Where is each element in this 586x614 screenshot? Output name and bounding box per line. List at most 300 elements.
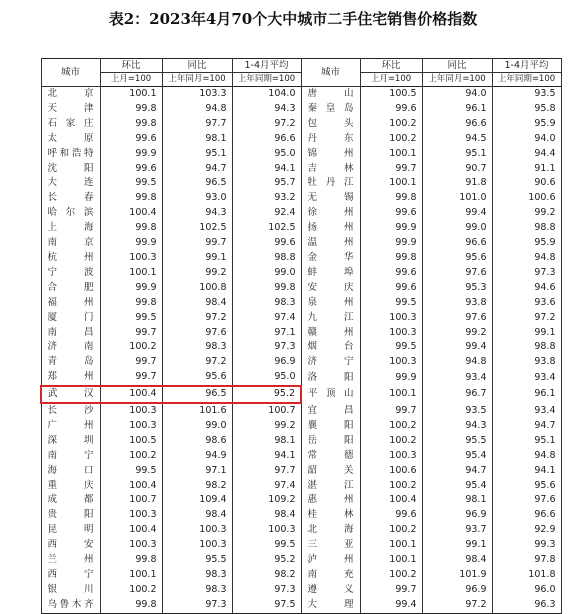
table-row [41,523,561,538]
avg-header-right: 1-4月平均 [492,59,561,73]
left-mom-value: 100.2 [100,340,162,355]
left-yoy-value: 101.6 [162,403,232,419]
right-yoy-value: 96.9 [422,583,492,598]
right-avg-value: 98.8 [492,221,561,236]
table-row [41,221,561,236]
table-row [41,147,561,162]
right-avg-value: 95.8 [492,102,561,117]
right-avg-value: 98.8 [492,340,561,355]
right-avg-value: 95.9 [492,236,561,251]
right-avg-value: 97.6 [492,493,561,508]
left-city-cell: 宁 波 [41,266,100,281]
right-city-cell: 泸 州 [301,553,360,568]
left-avg-value: 95.2 [232,386,301,403]
right-mom-value: 100.6 [360,464,422,479]
table-row [41,236,561,251]
left-mom-value: 99.7 [100,355,162,370]
right-city-cell: 常 德 [301,449,360,464]
left-yoy-value: 94.7 [162,162,232,177]
left-yoy-value: 98.6 [162,434,232,449]
right-city-cell: 宜 昌 [301,403,360,419]
left-mom-value: 100.4 [100,523,162,538]
right-city-cell: 秦皇岛 [301,102,360,117]
right-yoy-value: 101.0 [422,191,492,206]
right-avg-value: 94.4 [492,147,561,162]
right-yoy-value: 95.4 [422,449,492,464]
right-yoy-value: 93.5 [422,403,492,419]
right-city-cell: 赣 州 [301,326,360,341]
right-mom-value: 99.5 [360,340,422,355]
right-avg-value: 90.6 [492,176,561,191]
right-avg-value: 96.3 [492,598,561,613]
right-yoy-value: 95.4 [422,479,492,494]
left-mom-value: 100.3 [100,251,162,266]
right-yoy-value: 95.1 [422,147,492,162]
left-yoy-value: 100.3 [162,538,232,553]
right-mom-value: 100.3 [360,449,422,464]
left-mom-value: 100.2 [100,449,162,464]
left-yoy-value: 109.4 [162,493,232,508]
left-city-cell: 济 南 [41,340,100,355]
table-row [41,87,561,102]
table-row [41,117,561,132]
right-yoy-value: 93.8 [422,296,492,311]
table-row [41,508,561,523]
table-row [41,553,561,568]
left-mom-value: 99.7 [100,370,162,386]
table-row [41,132,561,147]
left-yoy-value: 94.9 [162,449,232,464]
left-avg-value: 95.0 [232,147,301,162]
right-yoy-value: 93.7 [422,523,492,538]
left-mom-value: 99.9 [100,281,162,296]
left-city-cell: 杭 州 [41,251,100,266]
left-city-cell: 厦 门 [41,311,100,326]
left-city-cell: 广 州 [41,419,100,434]
left-mom-value: 100.1 [100,87,162,102]
right-mom-value: 99.6 [360,102,422,117]
right-yoy-value: 90.7 [422,162,492,177]
table-row [41,538,561,553]
left-avg-value: 96.6 [232,132,301,147]
left-city-cell: 大 连 [41,176,100,191]
left-mom-value: 100.1 [100,266,162,281]
right-avg-value: 94.8 [492,251,561,266]
right-yoy-value: 96.7 [422,386,492,403]
left-city-cell: 银 川 [41,583,100,598]
city-header-left: 城市 [41,59,100,87]
right-yoy-value: 96.6 [422,117,492,132]
right-mom-value: 100.1 [360,386,422,403]
left-mom-value: 100.4 [100,206,162,221]
left-city-cell: 太 原 [41,132,100,147]
left-yoy-value: 94.8 [162,102,232,117]
left-avg-value: 95.0 [232,370,301,386]
left-yoy-value: 98.4 [162,296,232,311]
left-city-cell: 南 昌 [41,326,100,341]
left-city-cell: 昆 明 [41,523,100,538]
yoy-header-right: 同比 [422,59,492,73]
left-avg-value: 97.4 [232,479,301,494]
right-avg-value: 92.9 [492,523,561,538]
right-avg-value: 97.3 [492,266,561,281]
right-yoy-value: 91.8 [422,176,492,191]
right-avg-value: 93.8 [492,355,561,370]
right-mom-value: 100.1 [360,553,422,568]
right-avg-value: 96.1 [492,386,561,403]
right-city-cell: 锦 州 [301,147,360,162]
table-row [41,281,561,296]
table-row [41,266,561,281]
left-yoy-value: 98.3 [162,568,232,583]
right-yoy-value: 96.1 [422,102,492,117]
left-mom-value: 99.6 [100,162,162,177]
right-yoy-value: 94.7 [422,464,492,479]
mom-header-right: 环比 [360,59,422,73]
right-city-cell: 北 海 [301,523,360,538]
right-yoy-value: 99.0 [422,221,492,236]
right-avg-value: 99.2 [492,206,561,221]
yoy-header-left: 同比 [162,59,232,73]
right-yoy-value: 99.4 [422,340,492,355]
right-city-cell: 烟 台 [301,340,360,355]
left-city-cell: 深 圳 [41,434,100,449]
left-city-cell: 海 口 [41,464,100,479]
avg-base-left: 上年同期=100 [232,73,301,87]
left-avg-value: 94.3 [232,102,301,117]
left-mom-value: 100.5 [100,434,162,449]
left-mom-value: 100.2 [100,583,162,598]
table-row [41,479,561,494]
left-avg-value: 98.2 [232,568,301,583]
left-mom-value: 100.1 [100,568,162,583]
table-row [41,176,561,191]
avg-header-left: 1-4月平均 [232,59,301,73]
right-yoy-value: 101.9 [422,568,492,583]
left-city-cell: 青 岛 [41,355,100,370]
left-yoy-value: 95.6 [162,370,232,386]
right-mom-value: 99.7 [360,403,422,419]
right-mom-value: 100.1 [360,538,422,553]
yoy-base-right: 上年同月=100 [422,73,492,87]
right-avg-value: 94.7 [492,419,561,434]
right-yoy-value: 94.0 [422,87,492,102]
right-city-cell: 牡丹江 [301,176,360,191]
right-city-cell: 大 理 [301,598,360,613]
right-yoy-value: 94.5 [422,132,492,147]
right-avg-value: 97.2 [492,311,561,326]
left-yoy-value: 97.3 [162,598,232,613]
right-mom-value: 99.7 [360,162,422,177]
right-yoy-value: 96.9 [422,508,492,523]
right-avg-value: 93.4 [492,403,561,419]
right-mom-value: 100.1 [360,176,422,191]
left-yoy-value: 98.4 [162,508,232,523]
left-yoy-value: 98.2 [162,479,232,494]
right-yoy-value: 97.6 [422,266,492,281]
right-yoy-value: 94.8 [422,355,492,370]
left-avg-value: 97.3 [232,340,301,355]
left-avg-value: 95.2 [232,553,301,568]
left-avg-value: 98.3 [232,296,301,311]
left-mom-value: 99.8 [100,296,162,311]
left-avg-value: 98.1 [232,434,301,449]
left-yoy-value: 99.0 [162,419,232,434]
left-yoy-value: 96.5 [162,386,232,403]
right-yoy-value: 97.6 [422,311,492,326]
left-mom-value: 99.8 [100,102,162,117]
right-city-cell: 桂 林 [301,508,360,523]
left-avg-value: 97.3 [232,583,301,598]
left-avg-value: 97.7 [232,464,301,479]
right-city-cell: 南 充 [301,568,360,583]
table-row [41,326,561,341]
left-city-cell: 长 沙 [41,403,100,419]
table-body [41,87,561,614]
left-avg-value: 99.5 [232,538,301,553]
left-yoy-value: 93.0 [162,191,232,206]
right-city-cell: 韶 关 [301,464,360,479]
right-mom-value: 100.2 [360,117,422,132]
left-avg-value: 104.0 [232,87,301,102]
right-yoy-value: 99.2 [422,326,492,341]
right-city-cell: 包 头 [301,117,360,132]
right-mom-value: 99.9 [360,236,422,251]
left-mom-value: 99.8 [100,221,162,236]
right-yoy-value: 95.3 [422,281,492,296]
right-yoy-value: 97.2 [422,598,492,613]
table-row [41,102,561,117]
right-city-cell: 济 宁 [301,355,360,370]
left-mom-value: 99.9 [100,147,162,162]
right-city-cell: 泉 州 [301,296,360,311]
right-avg-value: 96.6 [492,508,561,523]
left-city-cell: 重 庆 [41,479,100,494]
right-mom-value: 100.3 [360,355,422,370]
left-yoy-value: 100.3 [162,523,232,538]
left-yoy-value: 99.2 [162,266,232,281]
left-city-cell: 沈 阳 [41,162,100,177]
left-city-cell: 福 州 [41,296,100,311]
right-yoy-value: 99.4 [422,206,492,221]
left-yoy-value: 99.1 [162,251,232,266]
left-city-cell: 西 宁 [41,568,100,583]
right-city-cell: 蚌 埠 [301,266,360,281]
right-mom-value: 99.8 [360,251,422,266]
left-mom-value: 100.4 [100,479,162,494]
table-row [41,434,561,449]
right-city-cell: 无 锡 [301,191,360,206]
left-mom-value: 99.8 [100,598,162,613]
left-yoy-value: 103.3 [162,87,232,102]
left-mom-value: 100.4 [100,386,162,403]
left-city-cell: 南 京 [41,236,100,251]
yoy-base-left: 上年同月=100 [162,73,232,87]
left-city-cell: 西 安 [41,538,100,553]
right-mom-value: 99.8 [360,191,422,206]
right-yoy-value: 99.1 [422,538,492,553]
left-avg-value: 99.0 [232,266,301,281]
left-mom-value: 100.7 [100,493,162,508]
left-city-cell: 合 肥 [41,281,100,296]
right-avg-value: 95.1 [492,434,561,449]
left-mom-value: 99.8 [100,117,162,132]
left-avg-value: 109.2 [232,493,301,508]
left-avg-value: 97.5 [232,598,301,613]
left-yoy-value: 98.1 [162,132,232,147]
left-city-cell: 乌鲁木齐 [41,598,100,613]
right-city-cell: 遵 义 [301,583,360,598]
left-avg-value: 95.7 [232,176,301,191]
left-mom-value: 99.9 [100,236,162,251]
right-avg-value: 101.8 [492,568,561,583]
left-avg-value: 99.8 [232,281,301,296]
table-row [41,464,561,479]
table-row [41,568,561,583]
right-avg-value: 95.9 [492,117,561,132]
right-mom-value: 99.6 [360,266,422,281]
left-yoy-value: 94.3 [162,206,232,221]
left-yoy-value: 95.5 [162,553,232,568]
mom-base-left: 上月=100 [100,73,162,87]
right-city-cell: 唐 山 [301,87,360,102]
right-avg-value: 99.1 [492,326,561,341]
right-avg-value: 94.1 [492,464,561,479]
left-mom-value: 99.8 [100,553,162,568]
table-row [41,206,561,221]
table-row [41,403,561,419]
left-city-cell: 北 京 [41,87,100,102]
left-yoy-value: 97.2 [162,355,232,370]
left-avg-value: 97.4 [232,311,301,326]
right-city-cell: 湛 江 [301,479,360,494]
right-mom-value: 99.6 [360,206,422,221]
left-city-cell: 贵 阳 [41,508,100,523]
left-city-cell: 武 汉 [41,386,100,403]
left-avg-value: 98.4 [232,508,301,523]
left-mom-value: 100.3 [100,419,162,434]
right-avg-value: 93.6 [492,296,561,311]
left-mom-value: 99.5 [100,464,162,479]
left-yoy-value: 97.2 [162,311,232,326]
left-yoy-value: 102.5 [162,221,232,236]
right-mom-value: 100.3 [360,311,422,326]
table-row [41,311,561,326]
right-city-cell: 惠 州 [301,493,360,508]
right-city-cell: 金 华 [301,251,360,266]
left-mom-value: 99.5 [100,176,162,191]
right-mom-value: 99.9 [360,370,422,386]
left-mom-value: 100.3 [100,508,162,523]
right-city-cell: 襄 阳 [301,419,360,434]
left-avg-value: 97.1 [232,326,301,341]
left-avg-value: 94.1 [232,162,301,177]
right-yoy-value: 94.3 [422,419,492,434]
right-yoy-value: 96.6 [422,236,492,251]
left-city-cell: 石家庄 [41,117,100,132]
right-city-cell: 洛 阳 [301,370,360,386]
right-mom-value: 100.2 [360,568,422,583]
table-row [41,162,561,177]
page-title: 表2：2023年4月70个大中城市二手住宅销售价格指数 [108,10,478,28]
table-row [41,449,561,464]
left-avg-value: 92.4 [232,206,301,221]
left-mom-value: 100.3 [100,538,162,553]
left-avg-value: 96.9 [232,355,301,370]
right-city-cell: 温 州 [301,236,360,251]
right-mom-value: 99.6 [360,508,422,523]
right-avg-value: 93.5 [492,87,561,102]
table-row [41,583,561,598]
left-city-cell: 上 海 [41,221,100,236]
table-row [41,386,561,403]
city-header-right: 城市 [301,59,360,87]
right-city-cell: 吉 林 [301,162,360,177]
right-city-cell: 徐 州 [301,206,360,221]
price-index-table [40,58,562,614]
left-avg-value: 97.2 [232,117,301,132]
right-mom-value: 100.2 [360,479,422,494]
right-mom-value: 99.4 [360,598,422,613]
table-row [41,296,561,311]
left-avg-value: 99.6 [232,236,301,251]
left-mom-value: 99.6 [100,132,162,147]
left-avg-value: 93.2 [232,191,301,206]
left-city-cell: 成 都 [41,493,100,508]
left-yoy-value: 97.1 [162,464,232,479]
left-mom-value: 99.8 [100,191,162,206]
right-avg-value: 99.3 [492,538,561,553]
right-city-cell: 岳 阳 [301,434,360,449]
right-city-cell: 安 庆 [301,281,360,296]
left-yoy-value: 95.1 [162,147,232,162]
left-city-cell: 兰 州 [41,553,100,568]
mom-base-right: 上月=100 [360,73,422,87]
left-avg-value: 98.8 [232,251,301,266]
table-row [41,340,561,355]
right-mom-value: 99.7 [360,583,422,598]
right-mom-value: 100.1 [360,147,422,162]
left-avg-value: 94.1 [232,449,301,464]
right-mom-value: 100.3 [360,326,422,341]
right-avg-value: 100.6 [492,191,561,206]
right-mom-value: 100.2 [360,434,422,449]
right-avg-value: 93.4 [492,370,561,386]
right-city-cell: 平顶山 [301,386,360,403]
right-city-cell: 丹 东 [301,132,360,147]
right-mom-value: 99.9 [360,221,422,236]
right-avg-value: 95.6 [492,479,561,494]
table-row [41,191,561,206]
right-city-cell: 三 亚 [301,538,360,553]
left-city-cell: 天 津 [41,102,100,117]
left-yoy-value: 100.8 [162,281,232,296]
left-avg-value: 102.5 [232,221,301,236]
left-yoy-value: 97.7 [162,117,232,132]
right-yoy-value: 93.4 [422,370,492,386]
avg-base-right: 上年同期=100 [492,73,561,87]
table-row [41,251,561,266]
left-avg-value: 100.3 [232,523,301,538]
right-mom-value: 100.4 [360,493,422,508]
right-avg-value: 97.8 [492,553,561,568]
table-row [41,355,561,370]
left-yoy-value: 99.7 [162,236,232,251]
left-city-cell: 长 春 [41,191,100,206]
left-city-cell: 呼和浩特 [41,147,100,162]
right-yoy-value: 98.1 [422,493,492,508]
left-avg-value: 100.7 [232,403,301,419]
